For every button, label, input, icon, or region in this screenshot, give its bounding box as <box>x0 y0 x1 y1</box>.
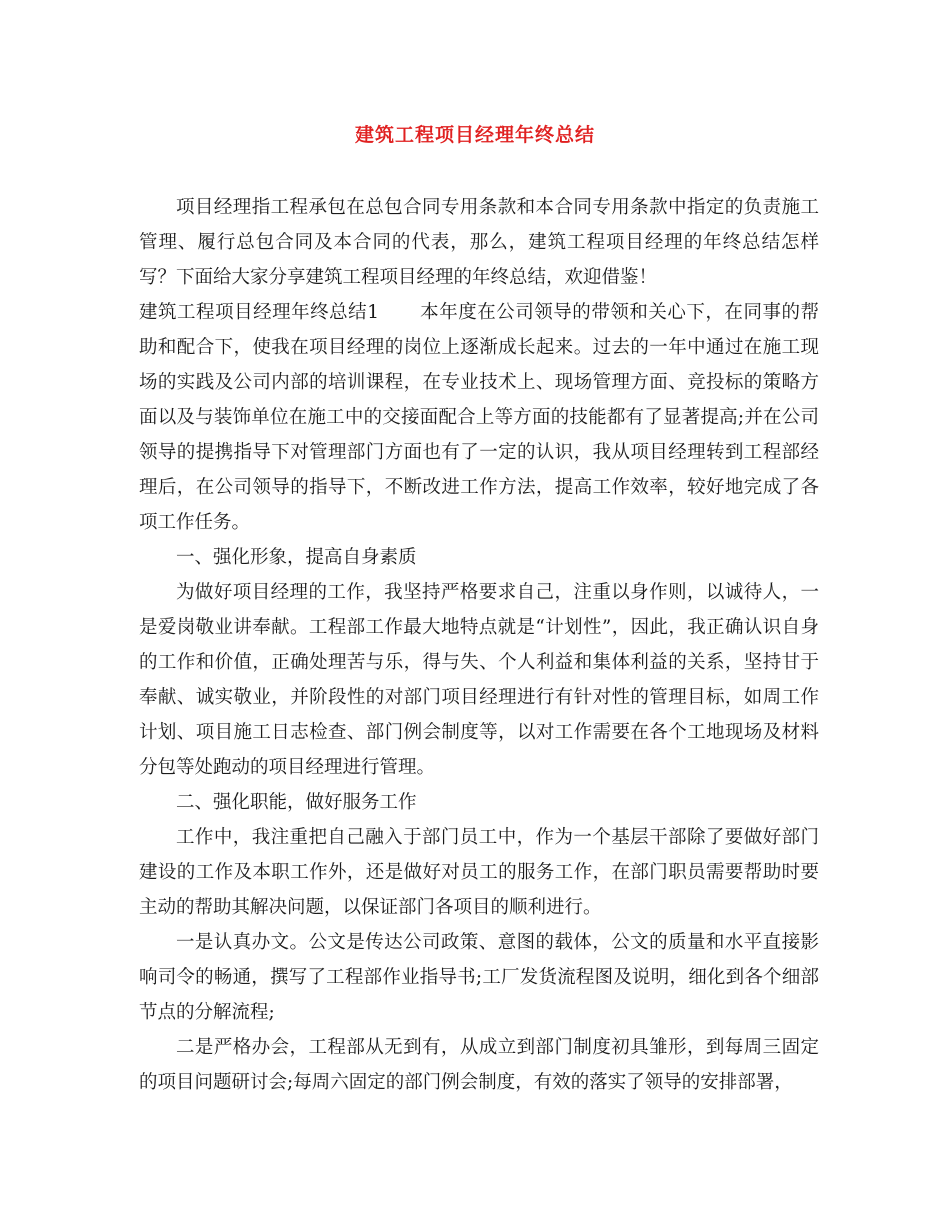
section1-label: 建筑工程项目经理年终总结1 <box>139 302 379 323</box>
document-title: 建筑工程项目经理年终总结 <box>354 124 595 146</box>
paragraph-3: 一是认真办文。公文是传达公司政策、意图的载体，公文的质量和水平直接影响司令的畅通，撰写了工程部作业指导书;工厂发货流程图及说明，细化到各个细部节点的分解流程; <box>139 932 819 1023</box>
paragraph-1: 为做好项目经理的工作，我坚持严格要求自己，注重以身作则，以诚待人，一是爱岗敬业讲奉献。工程部工作最大地特点就是“计划性”，因此，我正确认识自身的工作和价值，正确处理苦与乐，得与失、个人利益和集体利益的关系，坚持甘于奉献、诚实敬业，并阶段性的对部门项目经理进行有针对性的管理目标，如周工作计划、项目施工日志检查、部门例会制度等，以对工作需要在各个工地现场及材料分包等处跑动的项目经理进行管理。 <box>139 582 819 778</box>
section-heading-1: 一、强化形象，提高自身素质 <box>176 547 417 568</box>
section-heading-2: 二、强化职能，做好服务工作 <box>176 792 417 813</box>
intro-paragraph: 项目经理指工程承包在总包合同专用条款和本合同专用条款中指定的负责施工管理、履行总包合同及本合同的代表，那么，建筑工程项目经理的年终总结怎样写？下面给大家分享建筑工程项目经理的年终总结，欢迎借鉴！ <box>139 197 819 288</box>
section1-lead: 本年度在公司领导的带领和关心下，在同事的帮助和配合下，使我在项目经理的岗位上逐渐成长起来。过去的一年中通过在施工现场的实践及公司内部的培训课程，在专业技术上、现场管理方面、竞投标的策略方面以及与装饰单位在施工中的交接面配合上等方面的技能都有了显著提高;并在公司领导的提携指导下对管理部门方面也有了一定的认识，我从项目经理转到工程部经理后，在公司领导的指导下，不断改进工作方法，提高工作效率，较好地完成了各项工作任务。 <box>139 302 819 533</box>
section1-paragraph <box>139 295 819 540</box>
paragraph-2: 工作中，我注重把自己融入于部门员工中，作为一个基层干部除了要做好部门建设的工作及本职工作外，还是做好对员工的服务工作，在部门职员需要帮助时要主动的帮助其解决问题，以保证部门各项目的顺利进行。 <box>139 827 819 918</box>
paragraph-4: 二是严格办会，工程部从无到有，从成立到部门制度初具雏形，到每周三固定的项目问题研讨会;每周六固定的部门例会制度，有效的落实了领导的安排部署， <box>139 1037 819 1093</box>
document-body <box>139 190 819 1100</box>
